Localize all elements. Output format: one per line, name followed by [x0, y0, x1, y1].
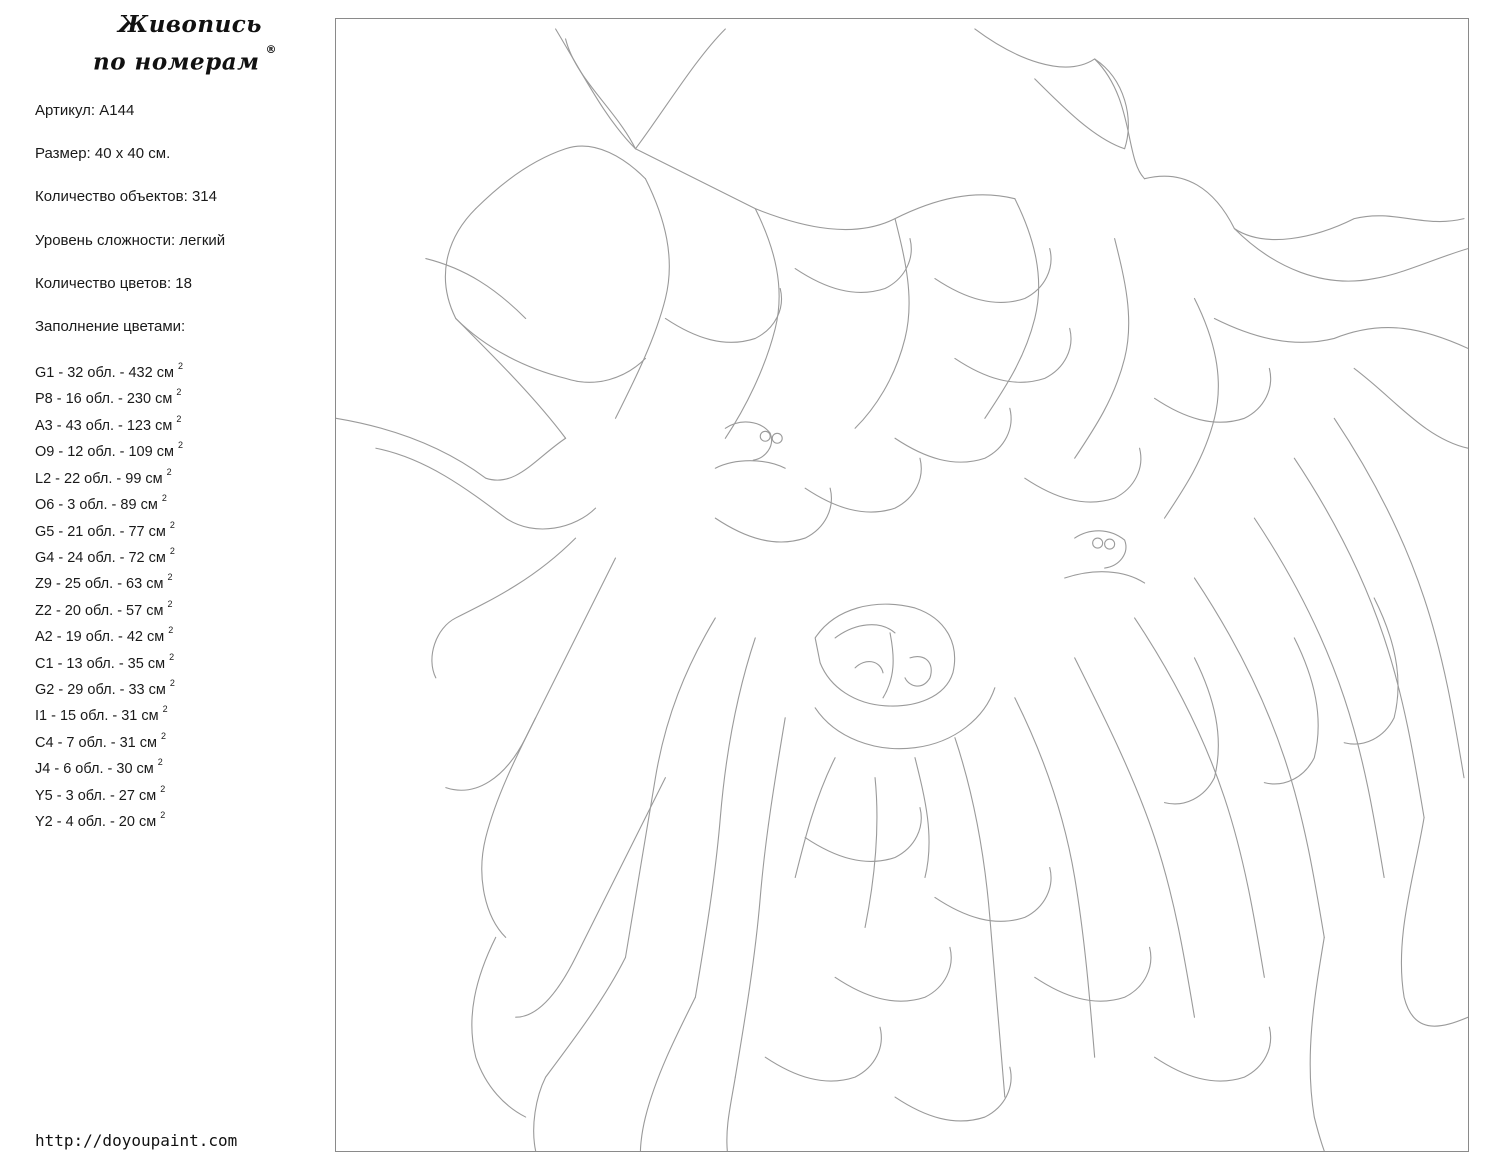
brand-title — [90, 8, 290, 79]
brand-title-line1: Живопись — [118, 11, 262, 38]
color-fill-list — [35, 358, 183, 834]
color-fill-item: O9 - 12 обл. - 109 см $^2$ — [35, 440, 183, 461]
dog-line-art-icon — [336, 19, 1468, 1151]
color-fill-item: J4 - 6 обл. - 30 см $^2$ — [35, 757, 163, 778]
color-fill-item: C1 - 13 обл. - 35 см $^2$ — [35, 651, 175, 672]
color-fill-item: G5 - 21 обл. - 77 см $^2$ — [35, 519, 175, 540]
color-fill-item: O6 - 3 обл. - 89 см $^2$ — [35, 493, 167, 513]
color-fill-item: G1 - 32 обл. - 432 см $^2$ — [35, 361, 183, 381]
colors-count-label: Количество цветов: 18 — [35, 274, 192, 292]
brand-title-line2: по номерам — [92, 48, 260, 76]
color-fill-item: L2 - 22 обл. - 99 см $^2$ — [35, 466, 172, 487]
difficulty-label: Уровень сложности: легкий — [35, 231, 226, 249]
color-fill-item: Y5 - 3 обл. - 27 см $^2$ — [35, 783, 166, 804]
color-fill-item: G4 - 24 обл. - 72 см $^2$ — [35, 545, 175, 566]
article-label: Артикул: A144 — [35, 102, 135, 119]
color-fill-item: C4 - 7 обл. - 31 см $^2$ — [35, 730, 167, 751]
size-label: Размер: 40 х 40 см. — [35, 145, 171, 163]
color-fill-item: G2 - 29 обл. - 33 см $^2$ — [35, 678, 175, 698]
color-fill-item: Z2 - 20 обл. - 57 см $^2$ — [35, 598, 173, 619]
color-fill-item: A2 - 19 обл. - 42 см $^2$ — [35, 625, 174, 646]
color-fill-item: Z9 - 25 обл. - 63 см $^2$ — [35, 572, 173, 593]
color-fill-item: P8 - 16 обл. - 230 см $^2$ — [35, 387, 182, 408]
color-fill-item: A3 - 43 обл. - 123 см $^2$ — [35, 413, 182, 434]
registered-mark: ® — [265, 43, 278, 56]
color-fill-item: Y2 - 4 обл. - 20 см $^2$ — [35, 810, 166, 830]
color-fill-item: I1 - 15 обл. - 31 см $^2$ — [35, 704, 168, 725]
objects-count-label: Количество объектов: 314 — [35, 188, 217, 206]
website-link[interactable]: http://doyoupaint.com — [35, 1131, 238, 1150]
fill-heading: Заполнение цветами: — [35, 317, 186, 335]
coloring-canvas[interactable] — [335, 18, 1469, 1152]
product-info — [35, 100, 225, 338]
